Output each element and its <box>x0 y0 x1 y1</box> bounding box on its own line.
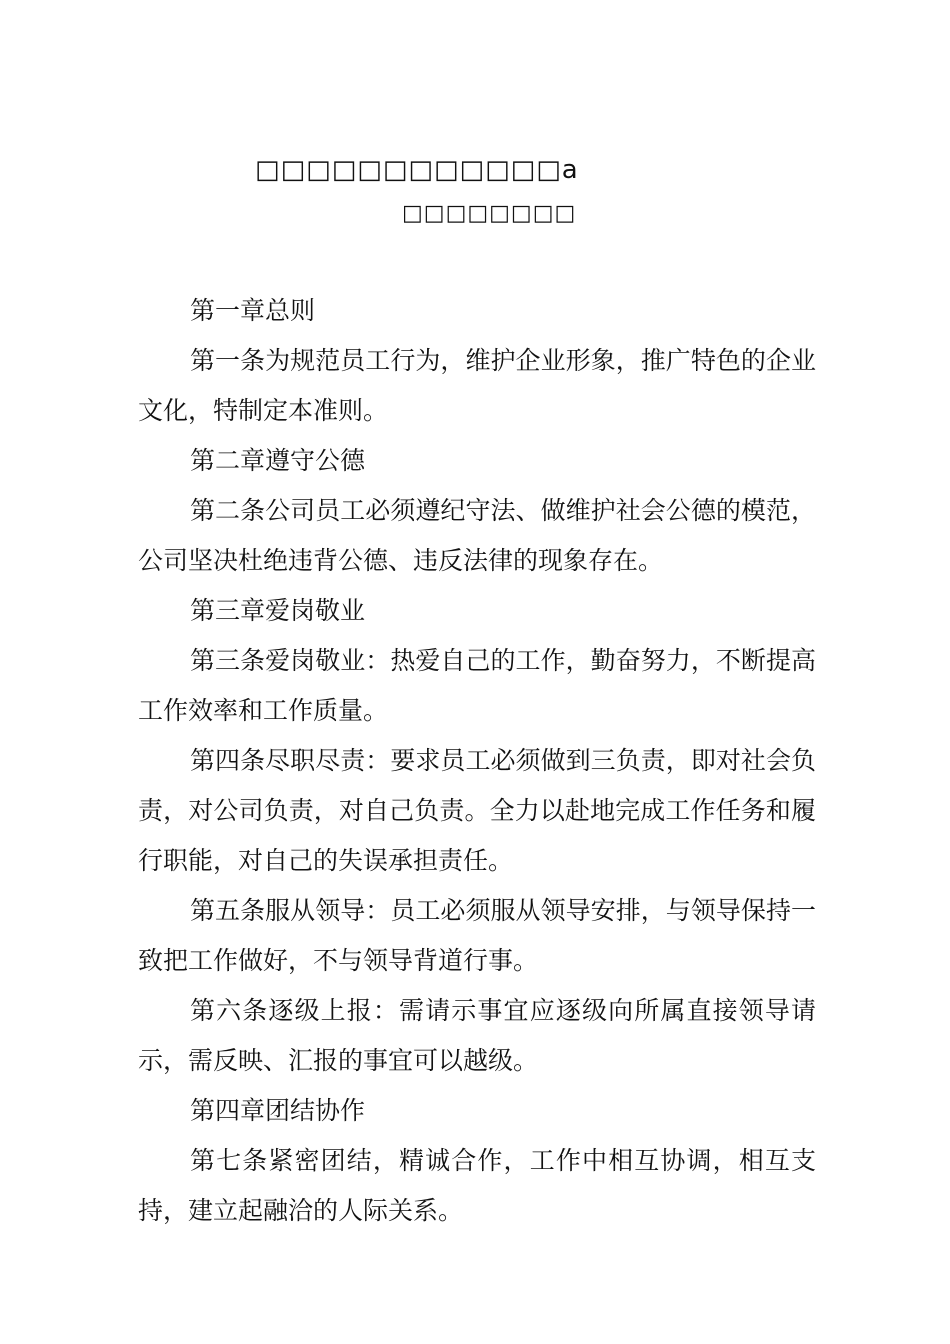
chapter-4-heading: 第四章团结协作 <box>190 1096 366 1125</box>
document-body <box>138 286 816 1236</box>
document-title-line-1: □□□□□□□□□□□□a <box>255 155 579 185</box>
article-2: 第二条公司员工必须遵纪守法、做维护社会公德的模范，公司坚决杜绝违背公德、违反法律的现象存在。 <box>138 496 816 575</box>
article-5: 第五条服从领导：员工必须服从领导安排，与领导保持一致把工作做好，不与领导背道行事。 <box>138 896 816 975</box>
article-7: 第七条紧密团结，精诚合作，工作中相互协调，相互支持，建立起融洽的人际关系。 <box>138 1146 816 1225</box>
article-1: 第一条为规范员工行为，维护企业形象，推广特色的企业文化，特制定本准则。 <box>138 346 816 425</box>
article-6: 第六条逐级上报：需请示事宜应逐级向所属直接领导请示，需反映、汇报的事宜可以越级。 <box>138 996 816 1075</box>
chapter-3-heading: 第三章爱岗敬业 <box>190 596 366 625</box>
article-3: 第三条爱岗敬业：热爱自己的工作，勤奋努力，不断提高工作效率和工作质量。 <box>138 646 816 725</box>
article-4: 第四条尽职尽责：要求员工必须做到三负责，即对社会负责，对公司负责，对自己负责。全力以赴地完成工作任务和履行职能，对自己的失误承担责任。 <box>138 746 816 875</box>
chapter-1-heading: 第一章总则 <box>190 296 316 325</box>
document-title-line-2: □□□□□□□□ <box>402 201 577 226</box>
chapter-2-heading: 第二章遵守公德 <box>190 446 366 475</box>
